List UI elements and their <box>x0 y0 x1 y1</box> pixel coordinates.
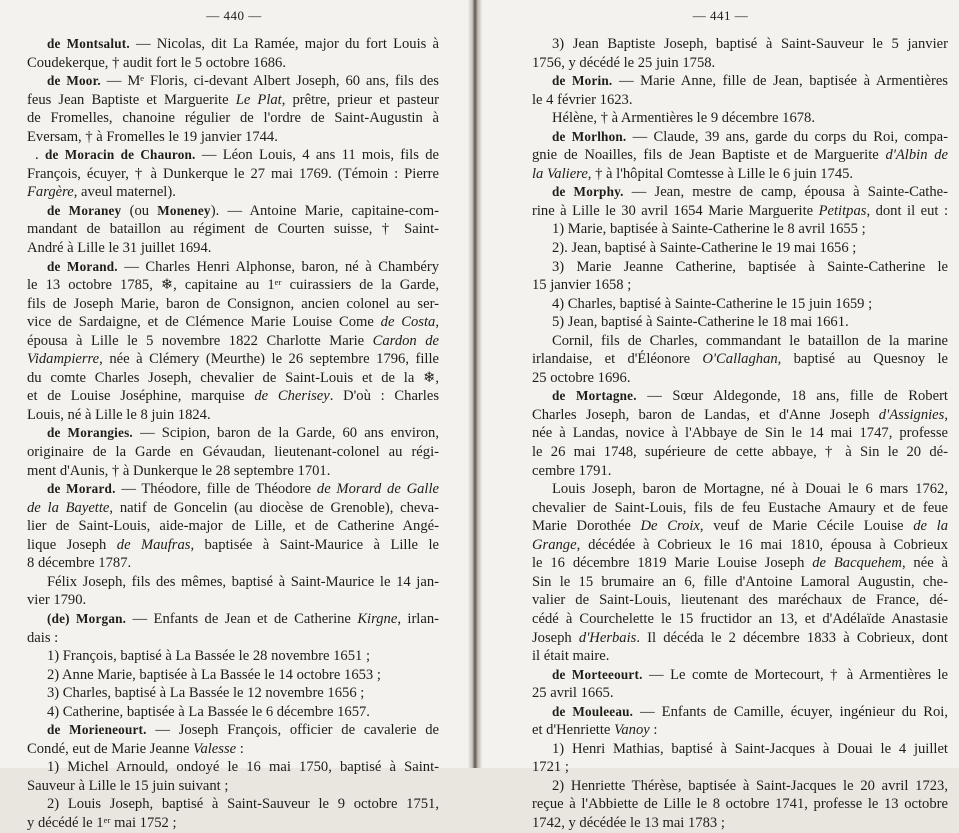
text-run: ment d'Aunis, † à Dunkerque le 28 septembre 1701. <box>27 462 331 479</box>
text-line <box>27 146 439 165</box>
entry-heading: de Morin. <box>552 73 613 89</box>
text-run: 1) Michel Arnould, ondoyé le 16 mai 1750, baptisé à Saint- <box>47 759 439 776</box>
text-line <box>27 276 439 295</box>
italic-name: Cardon de <box>372 332 439 349</box>
text-run: , dont il eut : <box>866 202 948 219</box>
text-run: (ou <box>121 202 158 219</box>
entry-heading: de Morieneourt. <box>47 722 147 738</box>
italic-name: De Croix <box>640 518 700 535</box>
text-run: — Le comte de Mortecourt, † à Armentières le <box>642 666 948 683</box>
text-run: Eversam, † à Fromelles le 19 janvier 1744. <box>27 128 278 145</box>
text-run: 1756, y décédé le 25 juin 1758. <box>532 54 716 71</box>
text-run: 5) Jean, baptisé à Sainte-Catherine le 18 mai 1661. <box>552 314 849 331</box>
text-run: . Il décéda le 2 décembre 1833 à Cobrieux, dont <box>636 629 948 646</box>
text-run: , † à l'hôpital Comtesse à Lille le 6 juin 1745. <box>587 165 854 182</box>
text-line <box>27 35 439 54</box>
text-line <box>532 239 948 258</box>
text-run: cembre 1791. <box>532 462 612 479</box>
left-page <box>0 0 468 831</box>
text-line <box>27 740 439 759</box>
text-run: Félix Joseph, fils des mêmes, baptisé à Saint-Maurice le 14 jan- <box>47 573 439 590</box>
text-line <box>27 777 439 796</box>
text-line <box>27 536 439 555</box>
entry-heading: de Mortagne. <box>552 388 637 404</box>
text-line <box>532 424 948 443</box>
italic-name: Petitpas <box>818 202 867 219</box>
text-run: , prêtre, prieur et pasteur <box>281 91 439 108</box>
text-line <box>532 387 948 406</box>
text-line <box>532 332 948 351</box>
entry-heading: de Morteeourt. <box>552 666 643 682</box>
text-run: Sauveur à Lille le 15 juin suivant ; <box>27 777 229 794</box>
text-run: — Sœur Aldegonde, 18 ans, fille de Robert <box>636 388 948 405</box>
entry-heading: de Morlhon. <box>552 128 627 144</box>
text-line <box>532 647 948 666</box>
text-run: 3) Jean Baptiste Joseph, baptisé à Saint-Sauveur le 5 janvier <box>552 36 948 52</box>
text-run: Sin le 15 brumaire an 6, fille d'Antoine Lamoral Augustin, che- <box>532 573 948 590</box>
text-line <box>532 629 948 648</box>
text-run: 1) Marie, baptisée à Sainte-Catherine le 8 avril 1655 ; <box>552 221 866 238</box>
text-line <box>532 610 948 629</box>
entry-heading: de Moor. <box>47 73 101 89</box>
text-line <box>27 128 439 147</box>
text-run: vice de Sardaigne, et de Clémence Marie Louise Come <box>27 314 381 331</box>
text-run: 2) Henriette Thérèse, baptisée à Saint-Jacques le 20 avril 1723, <box>552 777 948 794</box>
text-run: 1) François, baptisé à La Bassée le 28 novembre 1651 ; <box>47 648 371 665</box>
text-line <box>532 220 948 239</box>
entry-heading: de Morand. <box>47 258 118 274</box>
text-line <box>532 666 948 685</box>
text-run: Marie Dorothée <box>532 518 641 535</box>
text-line <box>27 629 439 648</box>
text-line <box>27 462 439 481</box>
text-line <box>27 165 439 184</box>
text-line <box>532 54 948 73</box>
italic-name: la Valiere <box>532 165 588 182</box>
text-line <box>532 499 948 518</box>
text-line <box>532 462 948 481</box>
text-run: — Claude, 39 ans, garde du corps du Roi, compa- <box>626 128 948 145</box>
text-run: lier de Saint-Louis, aide-major de Lille, et de Catherine Angé- <box>27 518 439 535</box>
text-line <box>532 554 948 573</box>
text-line <box>532 573 948 592</box>
text-run: et de Louise Joséphine, marquise <box>27 388 255 405</box>
text-run: 8 décembre 1787. <box>27 555 132 572</box>
text-run: 3) Marie Jeanne Catherine, baptisée à Sainte-Catherine le <box>552 258 948 275</box>
text-run: y décédé le 1ᵉʳ mai 1752 ; <box>27 814 177 831</box>
text-line <box>27 295 439 314</box>
text-run: 25 avril 1665. <box>532 685 614 702</box>
text-run: 1742, y décédée le 13 mai 1783 ; <box>532 814 725 831</box>
text-run: , baptisée à Saint-Maurice à Lille le <box>190 536 439 553</box>
text-run: , <box>435 314 439 331</box>
text-line <box>532 480 948 499</box>
text-line <box>532 703 948 722</box>
text-line <box>27 758 439 777</box>
text-run: 4) Charles, baptisé à Sainte-Catherine le 15 juin 1659 ; <box>552 295 873 312</box>
text-line <box>27 239 439 258</box>
text-line <box>532 740 948 759</box>
text-run: 1) Henri Mathias, baptisé à Saint-Jacques à Douai le 4 juillet <box>552 740 948 757</box>
text-line <box>27 220 439 239</box>
text-run: feus Jean Baptiste et Marguerite <box>27 91 236 108</box>
text-run: reçue à l'Abbiette de Lille le 8 octobre 1741, professe le 13 octobre <box>532 796 948 813</box>
text-run: François, écuyer, † à Dunkerque le 27 mai 1769. (Témoin : Pierre <box>27 165 439 182</box>
text-line <box>532 795 948 814</box>
text-run: irlandaise, et d'Éléonore <box>532 351 703 368</box>
text-line <box>532 684 948 703</box>
text-line <box>532 536 948 555</box>
text-run: rine à Lille le 30 avril 1654 Marie Marguerite <box>532 202 819 219</box>
text-run: cédé à Courchelette le 15 fructidor an 13, et d'Adélaïde Anastasie <box>532 610 948 627</box>
italic-name: d'Albin de <box>885 147 948 164</box>
text-run: le 26 mai 1748, supérieure de cette abbaye, † à Sin le 20 dé- <box>532 444 948 461</box>
entry-heading: de Mouleeau. <box>552 703 634 719</box>
text-run: et d'Henriette <box>532 722 615 739</box>
text-line <box>532 91 948 110</box>
text-run: — Marie Anne, fille de Jean, baptisée à Armentières <box>612 73 948 90</box>
text-run: 15 janvier 1658 ; <box>532 277 632 294</box>
text-line <box>532 258 948 277</box>
italic-name: de la <box>913 518 948 535</box>
text-line <box>27 406 439 425</box>
text-run: — Léon Louis, 4 ans 11 mois, fils de <box>195 147 439 164</box>
italic-name: d'Herbais <box>578 629 637 646</box>
text-run: Louis, né à Lille le 8 juin 1824. <box>27 406 211 423</box>
text-line <box>27 480 439 499</box>
text-run: André à Lille le 31 juillet 1694. <box>27 240 212 257</box>
text-run: — Enfants de Camille, écuyer, ingénieur du Roi, <box>633 703 948 720</box>
text-run: le 16 décembre 1819 Marie Louise Joseph <box>532 555 813 572</box>
text-line <box>532 165 948 184</box>
entry-heading: de Moraney <box>47 202 122 218</box>
text-line <box>532 72 948 91</box>
text-run: lique Joseph <box>27 536 117 553</box>
italic-name: Valesse <box>193 740 237 757</box>
text-line <box>532 146 948 165</box>
page-text <box>27 35 439 833</box>
italic-name: de la Bayette <box>27 499 110 516</box>
text-run: 2). Jean, baptisé à Sainte-Catherine le 19 mai 1656 ; <box>552 240 857 257</box>
text-line <box>27 369 439 388</box>
italic-name: Kirgne <box>357 610 398 627</box>
italic-name: O'Callaghan <box>702 351 778 368</box>
text-line <box>532 721 948 740</box>
text-run: il était maire. <box>532 648 610 665</box>
text-line <box>27 109 439 128</box>
text-run: — Enfants de Jean et de Catherine <box>126 610 358 627</box>
text-run: Charles Joseph, baron de Landas, et d'Anne Joseph <box>532 406 879 423</box>
page-text <box>532 35 948 833</box>
page-number: — 440 — <box>206 8 262 23</box>
text-line <box>27 72 439 91</box>
text-line <box>27 91 439 110</box>
italic-name: de Maufras <box>116 536 191 553</box>
entry-heading: de Morphy. <box>552 184 624 200</box>
text-line <box>532 295 948 314</box>
text-line <box>532 183 948 202</box>
text-run: ). — Antoine Marie, capitaine-com- <box>210 202 439 219</box>
text-run: . <box>35 147 45 164</box>
text-run: — Nicolas, dit La Ramée, major du fort Louis à <box>129 36 439 52</box>
text-line <box>27 54 439 73</box>
italic-name: de Bacquehem <box>812 555 902 572</box>
text-run: , veuf de Marie Cécile Louise <box>699 518 914 535</box>
text-line <box>27 795 439 814</box>
text-run: , née à Clémery (Meurthe) le 26 septembre 1796, fille <box>99 351 439 368</box>
text-line <box>532 202 948 221</box>
italic-name: Vanoy <box>614 722 650 739</box>
text-line <box>27 647 439 666</box>
text-run: 3) Charles, baptisé à La Bassée le 12 novembre 1656 ; <box>47 685 365 702</box>
text-run: — Jean, mestre de camp, épousa à Sainte-Cathe- <box>623 184 948 201</box>
text-line <box>27 554 439 573</box>
text-run: : <box>236 740 244 757</box>
text-run: gnie de Noailles, fils de Jean Baptiste et de Marguerite <box>532 147 886 164</box>
text-line <box>27 814 439 833</box>
text-line <box>27 258 439 277</box>
entry-heading: (de) Morgan. <box>47 610 127 626</box>
text-run: le 4 février 1623. <box>532 91 633 108</box>
text-run: — Joseph François, officier de cavalerie de <box>146 722 439 739</box>
text-run: 4) Catherine, baptisée à La Bassée le 6 décembre 1657. <box>47 703 370 720</box>
italic-name: de Costa <box>380 314 436 331</box>
text-line <box>27 591 439 610</box>
text-run: , décédée à Cobrieux le 16 mai 1810, épousa à Cobrieux <box>576 536 948 553</box>
text-run: , baptisé au Quesnoy le <box>777 351 948 368</box>
text-run: mandant de bataillon au régiment de Courten suisse, † Saint- <box>27 221 439 238</box>
text-line <box>532 350 948 369</box>
text-run: Coudekerque, † audit fort le 5 octobre 1686. <box>27 54 286 71</box>
text-line <box>27 183 439 202</box>
entry-heading: Moneney <box>157 202 211 218</box>
text-line <box>27 202 439 221</box>
text-line <box>532 814 948 833</box>
text-run: — Scipion, baron de la Garde, 60 ans environ, <box>132 425 440 442</box>
text-run: , aveul maternel). <box>73 184 176 201</box>
text-run: Condé, eut de Marie Jeanne <box>27 740 194 757</box>
text-run: , née à <box>901 555 949 572</box>
text-run: Louis Joseph, baron de Mortagne, né à Douai le 6 mars 1762, <box>552 481 948 498</box>
text-run: de Fromelles, chanoine régulier de l'ordre de Saint-Augustin à <box>27 110 439 127</box>
text-line <box>532 777 948 796</box>
italic-name: Fargère <box>27 184 74 201</box>
text-line <box>27 443 439 462</box>
text-run: dais : <box>27 629 59 646</box>
text-run: originaire de la Garde en Gévaudan, lieutenant-colonel au régi- <box>27 444 439 461</box>
entry-heading: de Montsalut. <box>47 36 130 51</box>
text-line <box>27 610 439 629</box>
text-line <box>532 128 948 147</box>
text-run: fils de Joseph Marie, baron de Consignon, ancien colonel au ser- <box>27 295 439 312</box>
text-line <box>532 758 948 777</box>
text-line <box>27 666 439 685</box>
text-run: , natif de Goncelin (au diocèse de Grenoble), cheva- <box>109 499 439 516</box>
entry-heading: de Morard. <box>47 481 116 497</box>
text-run: : <box>649 722 658 739</box>
right-page <box>482 0 959 831</box>
text-run: 2) Louis Joseph, baptisé à Saint-Sauveur le 9 octobre 1751, <box>47 796 439 813</box>
entry-heading: de Morangies. <box>47 425 133 441</box>
italic-name: de Morard de Galle <box>316 481 439 498</box>
italic-name: Vidampierre <box>27 351 100 368</box>
text-line <box>27 517 439 536</box>
text-line <box>27 332 439 351</box>
text-run: valier de Saint-Louis, lieutenant des maréchaux de France, dé- <box>532 592 948 609</box>
page-number: — 441 — <box>692 8 749 23</box>
text-line <box>532 313 948 332</box>
text-line <box>532 369 948 388</box>
text-run: , irlan- <box>397 610 439 627</box>
text-line <box>27 573 439 592</box>
text-run: le 13 octobre 1785, ❄, capitaine au 1ᵉʳ cuirassiers de la Garde, <box>27 277 439 294</box>
text-line <box>27 350 439 369</box>
text-run: — Charles Henri Alphonse, baron, né à Chambéry <box>117 258 440 275</box>
text-run: 2) Anne Marie, baptisée à La Bassée le 14 octobre 1653 ; <box>47 666 381 683</box>
italic-name: Grange <box>532 536 577 553</box>
text-run: 25 octobre 1696. <box>532 369 631 386</box>
text-run: épousa à Lille le 5 novembre 1822 Charlotte Marie <box>27 332 373 349</box>
text-run: du comte Charles Joseph, chevalier de Saint-Louis et de la ❄, <box>27 369 439 386</box>
book-spine <box>468 0 482 768</box>
text-run: 1721 ; <box>532 759 569 776</box>
text-run: chevalier de Saint-Louis, fils de feu Eustache Amaury et de feue <box>532 499 948 516</box>
text-line <box>27 684 439 703</box>
text-line <box>27 424 439 443</box>
text-line <box>532 406 948 425</box>
text-line <box>532 276 948 295</box>
text-run: . D'où : Charles <box>329 388 439 405</box>
text-run: Hélène, † à Armentières le 9 décembre 1678. <box>552 110 815 127</box>
text-run: Cornil, fils de Charles, commandant le bataillon de la marine <box>552 332 948 349</box>
text-run: née à Landas, novice à l'Abbaye de Sin le 14 mai 1747, professe <box>532 425 948 442</box>
text-line <box>532 443 948 462</box>
text-line <box>532 591 948 610</box>
text-line <box>27 387 439 406</box>
italic-name: Le Plat <box>235 91 282 108</box>
text-line <box>27 499 439 518</box>
text-run: — Théodore, fille de Théodore <box>115 481 317 498</box>
text-line <box>27 703 439 722</box>
italic-name: d'Assignies <box>878 406 945 423</box>
text-line <box>532 35 948 54</box>
italic-name: de Cherisey <box>254 388 330 405</box>
text-line <box>27 313 439 332</box>
text-run: — Mᵉ Floris, ci-devant Albert Joseph, 60 ans, fils des <box>100 73 439 90</box>
entry-heading: de Moracin de Chauron. <box>44 147 196 163</box>
text-line <box>532 517 948 536</box>
text-run: , <box>944 406 948 423</box>
text-line <box>532 109 948 128</box>
text-line <box>27 721 439 740</box>
text-run: vier 1790. <box>27 592 87 609</box>
text-run: Joseph <box>532 629 579 646</box>
